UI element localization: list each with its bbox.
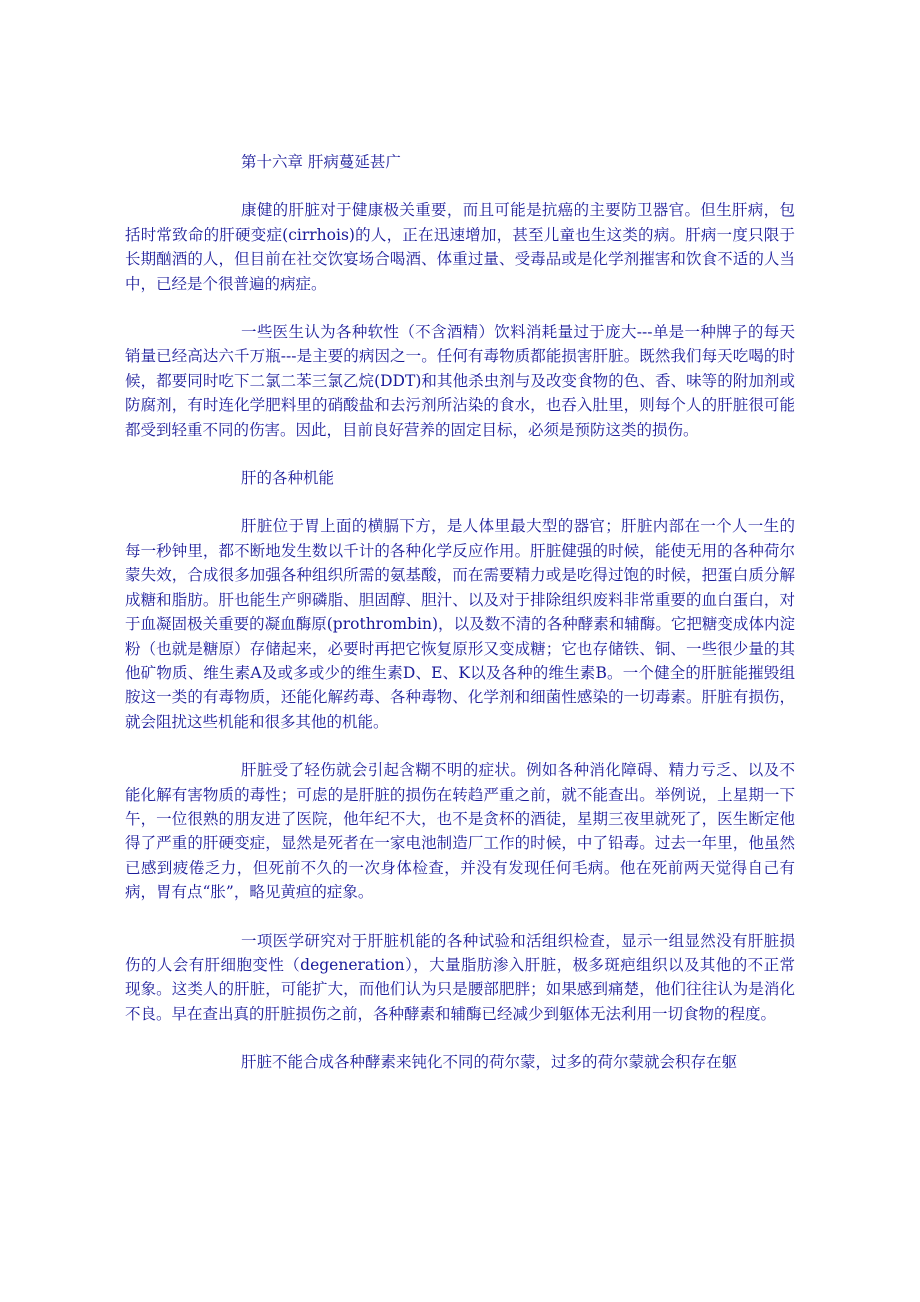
body-paragraph-1: 康健的肝脏对于健康极关重要，而且可能是抗癌的主要防卫器官。但生肝病，包括时常致命的肝硬变症(cirrhois)的人，正在迅速增加，甚至儿童也生这类的病。肝病一度只限于长期酗酒的人，但目前在社交饮宴场合喝酒、体重过量、受毒品或是化学剂摧害和饮食不适的人当中，已经是个很普遍的病症。 xyxy=(125,201,795,293)
body-paragraph-2: 一些医生认为各种软性（不含酒精）饮料消耗量过于庞大---单是一种牌子的每天销量已经高达六千万瓶---是主要的病因之一。任何有毒物质都能损害肝脏。既然我们每天吃喝的时候，都要同时吃下二氯二苯三氯乙烷(DDT)和其他杀虫剂与及改变食物的色、香、味等的附加剂或防腐剂，有时连化学肥料里的硝酸盐和去污剂所沾染的食水，也吞入肚里，则每个人的肝脏很可能都受到轻重不同的伤害。因此，目前良好营养的固定目标，必须是预防这类的损伤。 xyxy=(125,323,795,439)
section-title: 肝的各种机能 xyxy=(241,469,335,488)
section-paragraph-4: 肝脏不能合成各种酵素来钝化不同的荷尔蒙，过多的荷尔蒙就会积存在躯 xyxy=(241,1053,738,1072)
section-paragraph-2: 肝脏受了轻伤就会引起含糊不明的症状。例如各种消化障碍、精力亏乏、以及不能化解有害物质的毒性；可虑的是肝脏的损伤在转趋严重之前，就不能查出。举例说，上星期一下午，一位很熟的朋友进了医院，他年纪不大，也不是贪杯的酒徒，星期三夜里就死了，医生断定他得了严重的肝硬变症，显然是死者在一家电池制造厂工作的时候，中了铅毒。过去一年里，他虽然已感到疲倦乏力，但死前不久的一次身体检查，并没有发现任何毛病。他在死前两天觉得自己有病，胃有点“胀”，略见黄疸的症象。 xyxy=(125,761,795,902)
document-body xyxy=(125,150,795,1099)
chapter-title: 第十六章 肝病蔓延甚广 xyxy=(241,153,401,171)
section-paragraph-3: 一项医学研究对于肝脏机能的各种试验和活组织检查，显示一组显然没有肝脏损伤的人会有肝细胞变性（degeneration），大量脂肪渗入肝脏，极多斑疤组织以及其他的不正常现象。这类人的肝脏，可能扩大，而他们认为只是腰部肥胖；如果感到痛楚，他们往往认为是消化不良。早在查出真的肝脏损伤之前，各种酵素和辅酶已经减少到躯体无法利用一切食物的程度。 xyxy=(125,931,795,1023)
section-paragraph-1: 肝脏位于胃上面的横膈下方，是人体里最大型的器官；肝脏内部在一个人一生的每一秒钟里，都不断地发生数以千计的各种化学反应作用。肝脏健强的时候，能使无用的各种荷尔蒙失效，合成很多加强各种组织所需的氨基酸，而在需要精力或是吃得过饱的时候，把蛋白质分解成糖和脂肪。肝也能生产卵磷脂、胆固醇、胆汁、以及对于排除组织废料非常重要的血白蛋白，对于血凝固极关重要的凝血酶原(prothrombin)，以及数不清的各种酵素和辅酶。它把糖变成体内淀粉（也就是糖原）存储起来，必要时再把它恢复原形又变成糖；它也存储铁、铜、一些很少量的其他矿物质、维生素A及或多或少的维生素D、E、K以及各种的维生素B。一个健全的肝脏能摧毁组胺这一类的有毒物质，还能化解药毒、各种毒物、化学剂和细菌性感染的一切毒素。肝脏有损伤，就会阻扰这些机能和很多其他的机能。 xyxy=(125,517,795,731)
